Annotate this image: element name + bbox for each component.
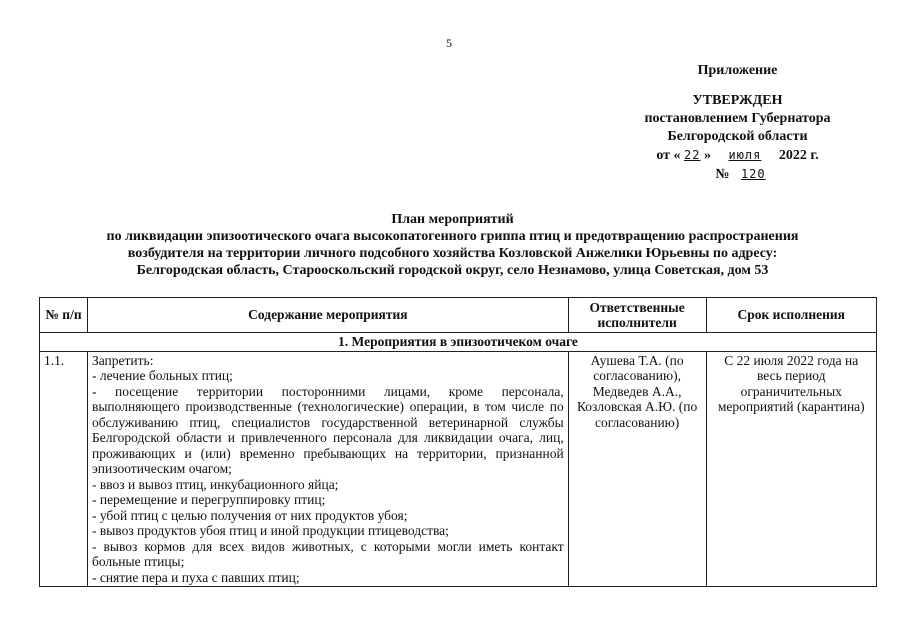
content-line: - перемещение и перегруппировку птиц; [91,492,326,507]
document-title [40,211,865,279]
plan-table [39,297,877,587]
approval-year: 2022 г. [778,148,819,163]
approval-line-1: постановлением Губернатора [644,111,831,126]
content-line: - убой птиц с целью получения от них продуктов убоя; [91,507,408,523]
approval-month: июля [728,148,762,162]
title-line-2: по ликвидации эпизоотического очага высокопатогенного гриппа птиц и предотвращению распространения [106,229,799,244]
row-num: 1.1. [40,351,88,587]
header-num: № п/п [40,298,88,333]
content-line: Запретить: [91,352,154,368]
content-line: - снятие пера и пуха с павших птиц; [91,569,300,585]
content-line: - вывоз продуктов убоя птиц и иной продукции птицеводства; [91,523,449,538]
row-content [87,351,568,587]
content-line: - лечение больных птиц; [91,368,233,383]
header-executors: Ответственные исполнители [568,298,706,333]
header-content: Содержание мероприятия [87,298,568,333]
page-number: 5 [446,36,452,50]
header-term: Срок исполнения [706,298,876,333]
table-row [40,351,877,587]
content-line: - посещение территории посторонними лицами, кроме персонала, выполняющего производственные (технологические) операции, в том числе по обслуживанию птиц, специалистов государственной ветеринарной службы Белгородской области и привлеченного персонала для ликвидации очага, лиц, проживающих и (или) временно пребывающих на территории, признанной эпизоотическим очагом; [91,383,564,476]
content-line: - ввоз и вывоз птиц, инкубационного яйца; [91,476,339,492]
title-line-1: План мероприятий [391,212,514,227]
approval-stamp [625,62,850,184]
row-executors: Аушева Т.А. (по согласованию), Медведев А.А., Козловская А.Ю. (по согласованию) [568,351,706,587]
approval-number: № 120 [625,165,850,184]
approval-line-2: Белгородской области [667,129,808,144]
approval-date: от « 22 » июля 2022 г. [656,148,819,163]
approved-label: УТВЕРЖДЕН [692,93,783,108]
title-line-3: возбудителя на территории личного подсобного хозяйства Козловской Анжелики Юрьевны по адресу: [127,246,778,261]
section-row [40,333,877,352]
content-line: - вывоз кормов для всех видов животных, с которыми могли иметь контакт больные птицы; [91,538,564,569]
table-header-row [40,298,877,333]
approval-number-value: 120 [740,167,766,181]
approval-day: 22 [684,148,701,162]
section-title: 1. Мероприятия в эпизоотичеком очаге [40,333,877,352]
title-line-4: Белгородская область, Старооскольский городской округ, село Незнамово, улица Советская, дом 53 [136,263,769,278]
row-term: С 22 июля 2022 года на весь период ограничительных мероприятий (карантина) [706,351,876,587]
appendix-label: Приложение [697,63,778,78]
